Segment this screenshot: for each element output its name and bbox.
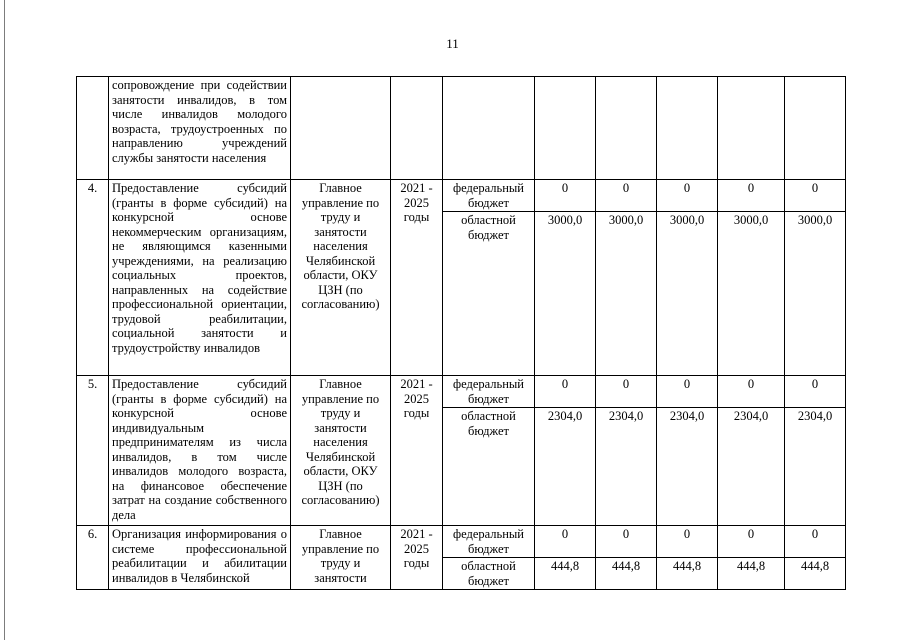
table-row <box>77 180 846 212</box>
value-cell: 0 <box>785 376 846 408</box>
source-cell <box>443 77 535 180</box>
value-cell: 0 <box>535 376 596 408</box>
value-cell: 2304,0 <box>535 408 596 526</box>
value-cell: 444,8 <box>657 558 718 590</box>
value-cell: 0 <box>535 526 596 558</box>
table-row <box>77 77 846 180</box>
years-cell: 2021 - 2025 годы <box>391 180 443 376</box>
row-number: 4. <box>77 180 109 376</box>
years-cell <box>391 77 443 180</box>
value-cell: 444,8 <box>535 558 596 590</box>
program-measures-table <box>76 76 846 590</box>
value-cell <box>718 77 785 180</box>
row-number: 5. <box>77 376 109 526</box>
source-federal: федеральный бюджет <box>443 376 535 408</box>
value-cell: 444,8 <box>785 558 846 590</box>
value-cell: 444,8 <box>596 558 657 590</box>
table-row <box>77 376 846 408</box>
executor-cell: Главное управление по труду и занятости <box>291 526 391 590</box>
row-number: 6. <box>77 526 109 590</box>
years-cell: 2021 - 2025 годы <box>391 526 443 590</box>
measure-description: сопровождение при содействии занятости инвалидов, в том числе инвалидов молодого возраста, трудоустроенных по направлению учреждений службы занятости населения <box>109 77 291 180</box>
source-regional: областной бюджет <box>443 408 535 526</box>
measure-description: Организация информирования о системе профессиональной реабилитации и абилитации инвалидов в Челябинской <box>109 526 291 590</box>
value-cell: 0 <box>718 180 785 212</box>
value-cell: 3000,0 <box>718 212 785 376</box>
value-cell <box>535 77 596 180</box>
value-cell <box>785 77 846 180</box>
value-cell: 2304,0 <box>785 408 846 526</box>
value-cell: 0 <box>535 180 596 212</box>
value-cell: 0 <box>596 526 657 558</box>
source-federal: федеральный бюджет <box>443 526 535 558</box>
measure-description: Предоставление субсидий (гранты в форме субсидий) на конкурсной основе некоммерческим организациям, не являющимся казенными учреждениями, на реализацию социальных проектов, направленных на содействие профессиональной ориентации, трудовой реабилитации, социальной занятости и трудоустройству инвалидов <box>109 180 291 376</box>
value-cell: 0 <box>657 526 718 558</box>
value-cell: 3000,0 <box>535 212 596 376</box>
source-federal: федеральный бюджет <box>443 180 535 212</box>
value-cell: 2304,0 <box>657 408 718 526</box>
years-cell: 2021 - 2025 годы <box>391 376 443 526</box>
value-cell: 3000,0 <box>785 212 846 376</box>
value-cell: 2304,0 <box>718 408 785 526</box>
table-row <box>77 526 846 558</box>
page-number: 11 <box>446 36 459 51</box>
executor-cell: Главное управление по труду и занятости населения Челябинской области, ОКУ ЦЗН (по согласованию) <box>291 376 391 526</box>
value-cell: 3000,0 <box>657 212 718 376</box>
scan-edge-line <box>4 0 5 640</box>
value-cell: 0 <box>718 376 785 408</box>
value-cell: 0 <box>785 526 846 558</box>
value-cell: 444,8 <box>718 558 785 590</box>
source-regional: областной бюджет <box>443 212 535 376</box>
value-cell: 0 <box>718 526 785 558</box>
value-cell <box>657 77 718 180</box>
value-cell: 0 <box>657 376 718 408</box>
source-regional: областной бюджет <box>443 558 535 590</box>
row-number <box>77 77 109 180</box>
value-cell: 0 <box>596 376 657 408</box>
value-cell: 3000,0 <box>596 212 657 376</box>
value-cell: 2304,0 <box>596 408 657 526</box>
executor-cell <box>291 77 391 180</box>
value-cell: 0 <box>596 180 657 212</box>
value-cell: 0 <box>657 180 718 212</box>
value-cell <box>596 77 657 180</box>
measure-description: Предоставление субсидий (гранты в форме субсидий) на конкурсной основе индивидуальным предпринимателям из числа инвалидов, в том числе инвалидов молодого возраста, на финансовое обеспечение затрат на создание собственного дела <box>109 376 291 526</box>
value-cell: 0 <box>785 180 846 212</box>
executor-cell: Главное управление по труду и занятости населения Челябинской области, ОКУ ЦЗН (по согласованию) <box>291 180 391 376</box>
